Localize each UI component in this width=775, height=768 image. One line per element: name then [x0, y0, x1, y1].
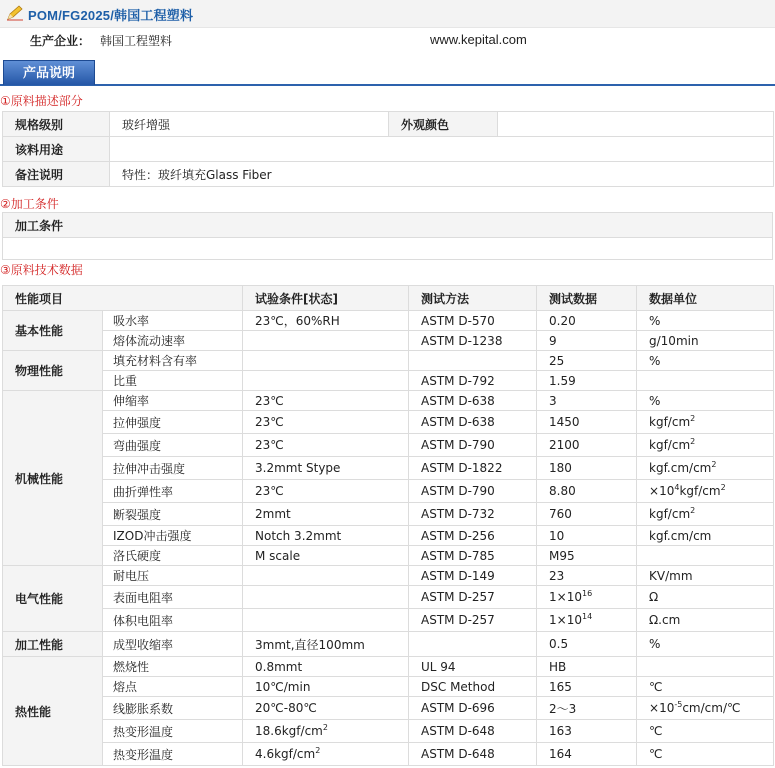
- pencil-icon: [6, 5, 24, 21]
- section-tech-data-title: ③原料技术数据: [0, 263, 83, 277]
- table-row: [3, 697, 774, 720]
- prop-cell: 曲折弹性率: [103, 480, 243, 503]
- unit-cell: [637, 411, 774, 434]
- unit-cell: ℃: [637, 743, 774, 766]
- prop-cell: 体积电阻率: [103, 609, 243, 632]
- table-row: [3, 162, 774, 187]
- table-row: [3, 609, 774, 632]
- processing-table: [2, 212, 773, 260]
- method-cell: ASTM D-257: [409, 586, 537, 609]
- material-description-table: [2, 111, 774, 187]
- method-cell: ASTM D-570: [409, 311, 537, 331]
- table-row: [3, 546, 774, 566]
- unit-superscript: 2: [690, 414, 696, 423]
- method-cell: ASTM D-696: [409, 697, 537, 720]
- cond-cell: 10℃/min: [243, 677, 409, 697]
- unit-cell: %: [637, 311, 774, 331]
- table-row: [3, 632, 774, 657]
- header-condition: 试验条件[状态]: [243, 286, 409, 311]
- table-row: [3, 457, 774, 480]
- unit-cell: kgf.cm/cm: [637, 526, 774, 546]
- prop-cell: IZOD冲击强度: [103, 526, 243, 546]
- unit-cell: %: [637, 391, 774, 411]
- manufacturer-name: 韩国工程塑料: [100, 34, 173, 48]
- method-cell: [409, 632, 537, 657]
- cond-cell: [243, 351, 409, 371]
- unit-superscript: 2: [690, 506, 696, 515]
- unit-cell: %: [637, 632, 774, 657]
- method-cell: ASTM D-256: [409, 526, 537, 546]
- table-row: [3, 331, 774, 351]
- unit-text: kgf/cm: [679, 484, 721, 498]
- unit-cell: ℃: [637, 677, 774, 697]
- cond-cell: 3mmt,直径100mm: [243, 632, 409, 657]
- cond-cell: [243, 331, 409, 351]
- unit-cell: %: [637, 351, 774, 371]
- method-cell: ASTM D-732: [409, 503, 537, 526]
- unit-text: cm/cm/℃: [682, 701, 741, 715]
- value-cell: 1450: [537, 411, 637, 434]
- table-row: [3, 720, 774, 743]
- category-physical: 物理性能: [3, 351, 103, 391]
- value-cell: 163: [537, 720, 637, 743]
- unit-cell: [637, 546, 774, 566]
- cond-cell: [243, 566, 409, 586]
- unit-cell: Ω.cm: [637, 609, 774, 632]
- value-superscript: 16: [581, 589, 593, 598]
- method-cell: ASTM D-149: [409, 566, 537, 586]
- table-row: [3, 311, 774, 331]
- value-cell: 25: [537, 351, 637, 371]
- cond-cell: 20℃-80℃: [243, 697, 409, 720]
- table-row: [3, 657, 774, 677]
- cond-cell: 23℃: [243, 391, 409, 411]
- color-value: [498, 112, 774, 137]
- cond-cell: 3.2mmt Stype: [243, 457, 409, 480]
- unit-superscript: 4: [674, 483, 680, 492]
- unit-cell: [637, 434, 774, 457]
- cond-text: 4.6kgf/cm: [255, 747, 316, 761]
- value-cell: 0.20: [537, 311, 637, 331]
- value-cell: M95: [537, 546, 637, 566]
- unit-text: kgf.cm/cm: [649, 461, 712, 475]
- section-processing-title: ②加工条件: [0, 197, 59, 211]
- cond-superscript: 2: [322, 723, 328, 732]
- prop-cell: 洛氏硬度: [103, 546, 243, 566]
- table-row: [3, 434, 774, 457]
- table-row: [3, 137, 774, 162]
- prop-cell: 热变形温度: [103, 743, 243, 766]
- unit-cell: [637, 457, 774, 480]
- method-cell: [409, 351, 537, 371]
- value-cell: 10: [537, 526, 637, 546]
- table-row: [3, 371, 774, 391]
- table-row: [3, 566, 774, 586]
- value-cell: 2100: [537, 434, 637, 457]
- prop-cell: 熔点: [103, 677, 243, 697]
- value-cell: 164: [537, 743, 637, 766]
- prop-cell: 表面电阻率: [103, 586, 243, 609]
- unit-superscript: -5: [674, 700, 683, 709]
- prop-cell: 成型收缩率: [103, 632, 243, 657]
- category-basic: 基本性能: [3, 311, 103, 351]
- prop-cell: 伸缩率: [103, 391, 243, 411]
- remark-value: 特性：玻纤填充Glass Fiber: [110, 162, 774, 187]
- usage-label: 该料用途: [3, 137, 110, 162]
- prop-cell: 弯曲强度: [103, 434, 243, 457]
- cond-cell: 23℃: [243, 480, 409, 503]
- value-cell: 8.80: [537, 480, 637, 503]
- unit-cell: g/10min: [637, 331, 774, 351]
- value-cell: 3: [537, 391, 637, 411]
- table-header-row: [3, 286, 774, 311]
- unit-cell: [637, 371, 774, 391]
- value-cell: HB: [537, 657, 637, 677]
- cond-cell: Notch 3.2mmt: [243, 526, 409, 546]
- value-text: 1×10: [549, 613, 582, 627]
- table-row: [3, 238, 773, 260]
- cond-text: 18.6kgf/cm: [255, 724, 323, 738]
- method-cell: DSC Method: [409, 677, 537, 697]
- unit-superscript: 2: [711, 460, 717, 469]
- method-cell: ASTM D-1238: [409, 331, 537, 351]
- prop-cell: 燃烧性: [103, 657, 243, 677]
- value-cell: 9: [537, 331, 637, 351]
- grade-value: 玻纤增强: [110, 112, 389, 137]
- method-cell: ASTM D-785: [409, 546, 537, 566]
- unit-prefix: ×10: [649, 701, 675, 715]
- grade-label: 规格级别: [3, 112, 110, 137]
- header-value: 测试数据: [537, 286, 637, 311]
- table-row: [3, 503, 774, 526]
- value-superscript: 14: [581, 612, 593, 621]
- category-mechanical: 机械性能: [3, 391, 103, 566]
- value-cell: 165: [537, 677, 637, 697]
- prop-cell: 线膨胀系数: [103, 697, 243, 720]
- category-electrical: 电气性能: [3, 566, 103, 632]
- title-bar: [0, 0, 775, 28]
- value-cell: 180: [537, 457, 637, 480]
- value-cell: 760: [537, 503, 637, 526]
- usage-value: [110, 137, 774, 162]
- unit-superscript: 2: [690, 437, 696, 446]
- unit-superscript: 2: [720, 483, 726, 492]
- cond-cell: 2mmt: [243, 503, 409, 526]
- value-cell: 0.5: [537, 632, 637, 657]
- unit-prefix: ×10: [649, 484, 675, 498]
- prop-cell: 热变形温度: [103, 720, 243, 743]
- method-cell: ASTM D-1822: [409, 457, 537, 480]
- method-cell: ASTM D-648: [409, 720, 537, 743]
- unit-cell: [637, 697, 774, 720]
- prop-cell: 断裂强度: [103, 503, 243, 526]
- unit-text: kgf/cm: [649, 415, 691, 429]
- cond-cell: [243, 720, 409, 743]
- cond-cell: [243, 586, 409, 609]
- header-method: 测试方法: [409, 286, 537, 311]
- cond-cell: [243, 743, 409, 766]
- table-row: [3, 677, 774, 697]
- value-text: 1×10: [549, 590, 582, 604]
- header-unit: 数据单位: [637, 286, 774, 311]
- cond-cell: [243, 371, 409, 391]
- table-row: [3, 586, 774, 609]
- website-link[interactable]: www.kepital.com: [430, 32, 527, 47]
- cond-cell: 23℃: [243, 411, 409, 434]
- section-material-description-title: ①原料描述部分: [0, 94, 83, 108]
- unit-text: kgf/cm: [649, 438, 691, 452]
- remark-label: 备注说明: [3, 162, 110, 187]
- value-cell: 2～3: [537, 697, 637, 720]
- prop-cell: 耐电压: [103, 566, 243, 586]
- method-cell: ASTM D-648: [409, 743, 537, 766]
- page-title: POM/FG2025/韩国工程塑料: [28, 8, 194, 23]
- prop-cell: 熔体流动速率: [103, 331, 243, 351]
- value-cell: 1.59: [537, 371, 637, 391]
- unit-cell: KV/mm: [637, 566, 774, 586]
- value-cell: [537, 586, 637, 609]
- category-thermal: 热性能: [3, 657, 103, 766]
- processing-value: [3, 238, 773, 260]
- unit-cell: [637, 657, 774, 677]
- table-row: [3, 112, 774, 137]
- table-row: [3, 391, 774, 411]
- unit-cell: [637, 480, 774, 503]
- table-row: [3, 526, 774, 546]
- unit-cell: [637, 503, 774, 526]
- method-cell: ASTM D-792: [409, 371, 537, 391]
- prop-cell: 拉伸强度: [103, 411, 243, 434]
- cond-cell: 0.8mmt: [243, 657, 409, 677]
- processing-label: 加工条件: [3, 213, 773, 238]
- cond-cell: M scale: [243, 546, 409, 566]
- prop-cell: 拉伸冲击强度: [103, 457, 243, 480]
- tab-product-description[interactable]: 产品说明: [3, 60, 95, 85]
- unit-text: kgf/cm: [649, 507, 691, 521]
- prop-cell: 填充材料含有率: [103, 351, 243, 371]
- prop-cell: 吸水率: [103, 311, 243, 331]
- value-cell: 23: [537, 566, 637, 586]
- manufacturer-label: 生产企业：: [30, 34, 91, 48]
- cond-cell: 23℃: [243, 434, 409, 457]
- method-cell: ASTM D-790: [409, 480, 537, 503]
- method-cell: ASTM D-638: [409, 391, 537, 411]
- table-row: [3, 743, 774, 766]
- method-cell: ASTM D-638: [409, 411, 537, 434]
- table-row: [3, 351, 774, 371]
- manufacturer-row: [0, 28, 775, 52]
- method-cell: ASTM D-257: [409, 609, 537, 632]
- table-row: [3, 213, 773, 238]
- prop-cell: 比重: [103, 371, 243, 391]
- value-cell: [537, 609, 637, 632]
- cond-superscript: 2: [315, 746, 321, 755]
- cond-cell: [243, 609, 409, 632]
- unit-cell: ℃: [637, 720, 774, 743]
- unit-cell: Ω: [637, 586, 774, 609]
- tab-bar: [0, 58, 775, 86]
- header-property: 性能项目: [3, 286, 243, 311]
- table-row: [3, 480, 774, 503]
- tech-data-table: [2, 285, 774, 766]
- color-label: 外观颜色: [389, 112, 498, 137]
- method-cell: UL 94: [409, 657, 537, 677]
- category-processing: 加工性能: [3, 632, 103, 657]
- table-row: [3, 411, 774, 434]
- method-cell: ASTM D-790: [409, 434, 537, 457]
- cond-cell: 23℃，60%RH: [243, 311, 409, 331]
